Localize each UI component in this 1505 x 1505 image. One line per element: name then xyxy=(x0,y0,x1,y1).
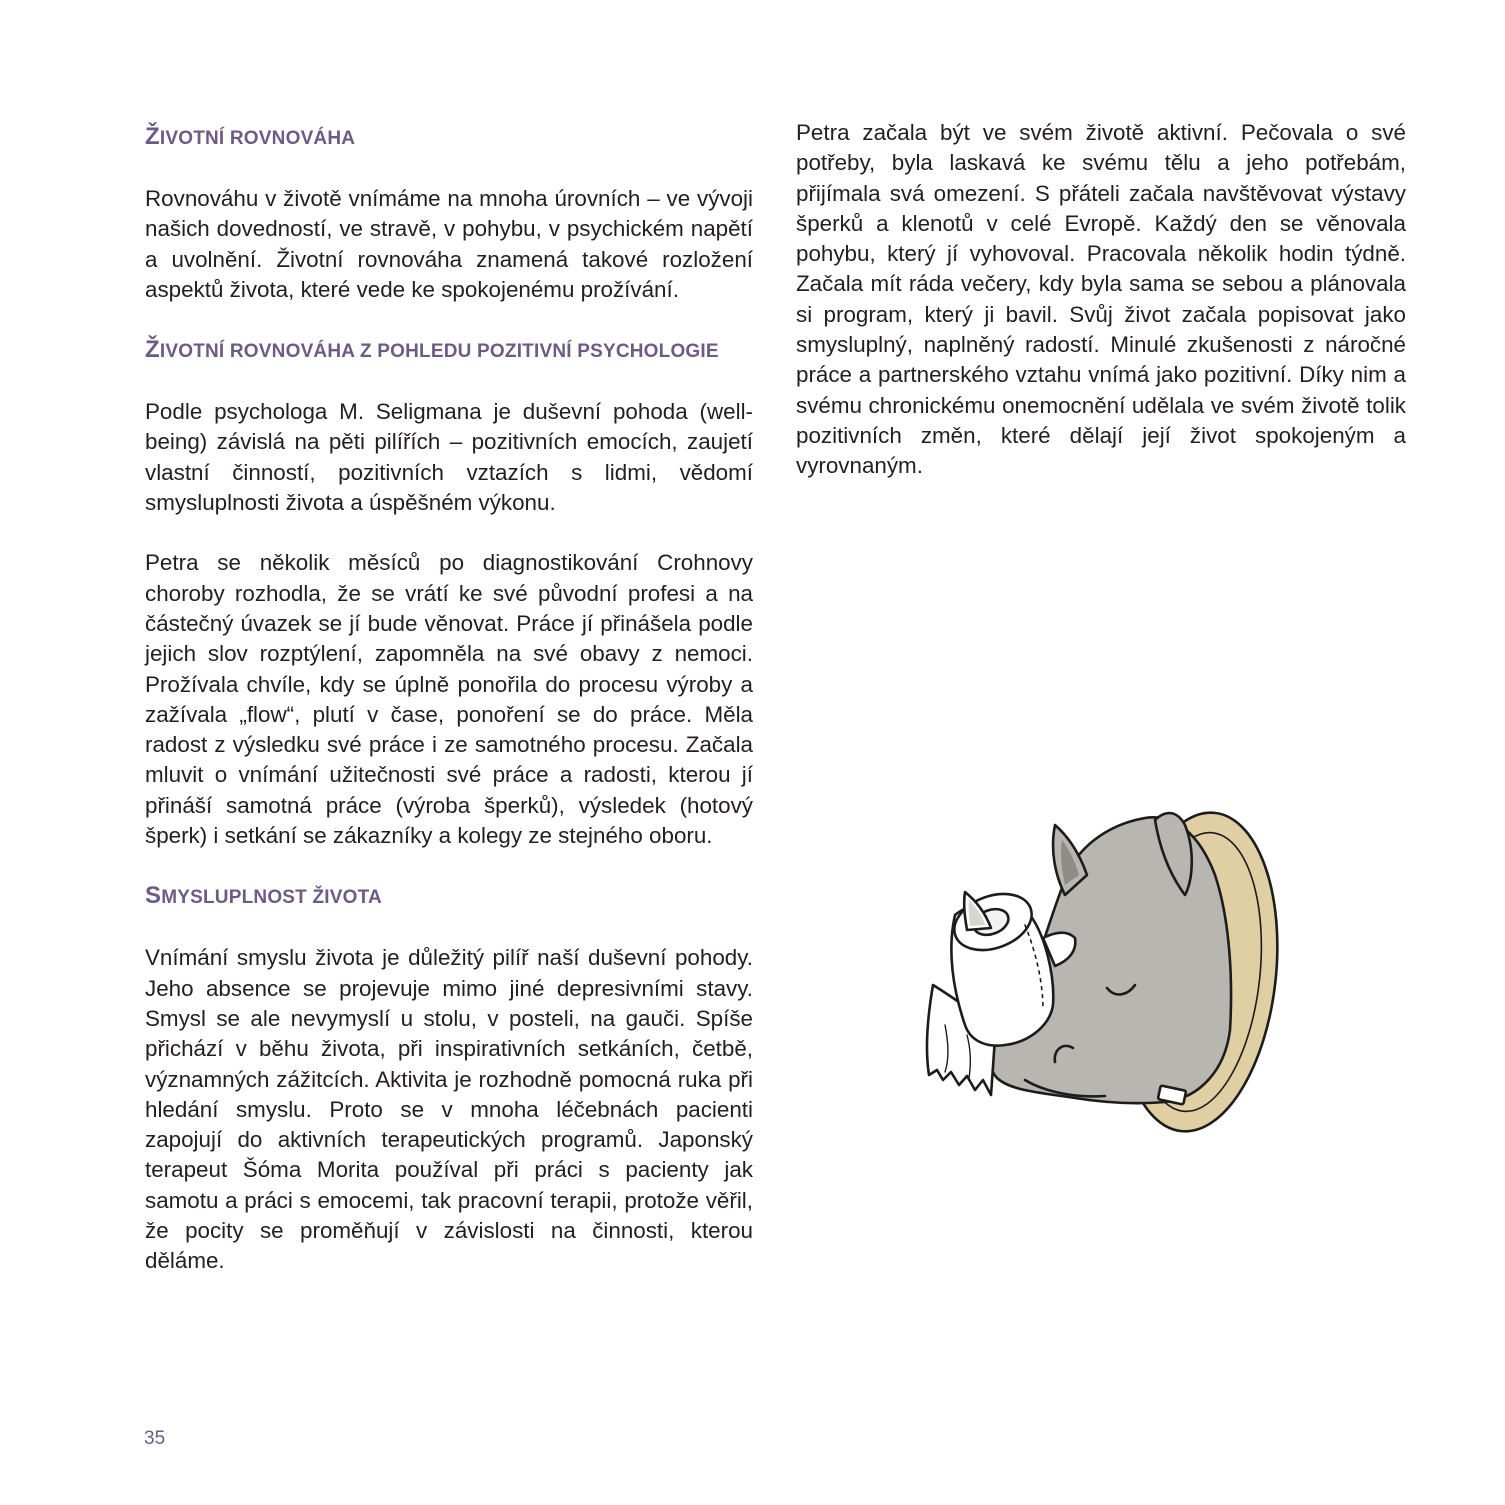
paragraph-seligman: Podle psychologa M. Seligmana je duševní pohoda (well-being) závislá na pěti pilířích – pozitivních emocích, zaujetí vlastní činností, pozitivních vztazích s lidmi, vědomí smysluplnosti života a úspěšném výkonu. xyxy=(145,399,753,516)
left-column xyxy=(145,118,753,1277)
rhino-trophy-illustration xyxy=(915,780,1285,1140)
heading-life-balance xyxy=(145,122,753,154)
heading-initial: Ž xyxy=(145,336,160,364)
heading-meaning-of-life xyxy=(145,881,753,913)
paragraph-petra-work: Petra se několik měsíců po diagnostikování Crohnovy choroby rozhodla, že se vrátí ke své původní profesi a na částečný úvazek se jí bude věnovat. Práce jí přinášela podle jejich slov rozptýlení, zapomněla na své obavy z nemoci. Prožívala chvíle, kdy se úplně ponořila do procesu výroby a zažívala „flow“, plutí v čase, ponoření se do práce. Měla radost z výsledku své práce i ze samotného procesu. Začala mluvit o vnímání užitečnosti své práce a radosti, kterou jí přináší samotná práce (výroba šperků), výsledek (hotový šperk) i setkání se zákazníky a kolegy ze stejného oboru. xyxy=(145,550,753,849)
heading-rest: MYSLUPLNOST ŽIVOTA xyxy=(161,887,382,909)
paragraph-life-balance: Rovnováhu v životě vnímáme na mnoha úrovních – ve vývoji našich dovedností, ve stravě, v pohybu, v psychickém napětí a uvolnění. Životní rovnováha znamená takové rozložení aspektů života, které vede ke spokojenému prožívání. xyxy=(145,186,753,302)
paragraph-petra-active: Petra začala být ve svém životě aktivní. Pečovala o své potřeby, byla laskavá ke svému tělu a jeho potřebám, přijímala svá omezení. S přáteli začala navštěvovat výstavy šperků a klenotů v celé Evropě. Každý den se věnovala pohybu, který jí vyhovoval. Pracovala několik hodin týdně. Začala mít ráda večery, kdy byla sama se sebou a plánovala si program, který ji bavil. Svůj život začala popisovat jako smysluplný, naplněný radostí. Minulé zkušenosti z náročné práce a partnerského vztahu vnímá jako pozitivní. Díky nim a svému chronickému onemocnění udělala ve svém životě tolik pozitivních změn, které dělají její život spokojeným a vyrovnaným. xyxy=(796,120,1406,479)
heading-initial: Ž xyxy=(145,123,160,150)
heading-rest: IVOTNÍ ROVNOVÁHA xyxy=(159,128,356,149)
heading-initial: S xyxy=(145,882,162,910)
rhino-trophy-with-toilet-paper-icon xyxy=(915,780,1285,1140)
page-number: 35 xyxy=(144,1428,166,1449)
heading-rest: IVOTNÍ ROVNOVÁHA Z POHLEDU POZITIVNÍ PSYCHOLOGIE xyxy=(159,341,719,363)
paragraph-meaning: Vnímání smyslu života je důležitý pilíř naší duševní pohody. Jeho absence se projevuje mimo jiné depresivními stavy. Smysl se ale nevymyslí u stolu, v posteli, na gauči. Spíše přichází v běhu života, při inspirativních setkáních, četbě, významných zážitcích. Aktivita je rozhodně pomocná ruka při hledání smyslu. Proto se v mnoha léčebnách pacienti zapojují do aktivních terapeutických programů. Japonský terapeut Šóma Morita používal při práci s pacienty jak samotu a práci s emocemi, tak pracovní terapii, protože věřil, že pocity se proměňují v závislosti na činnosti, kterou děláme. xyxy=(145,945,753,1274)
right-column xyxy=(796,118,1406,482)
heading-positive-psychology xyxy=(145,335,753,367)
